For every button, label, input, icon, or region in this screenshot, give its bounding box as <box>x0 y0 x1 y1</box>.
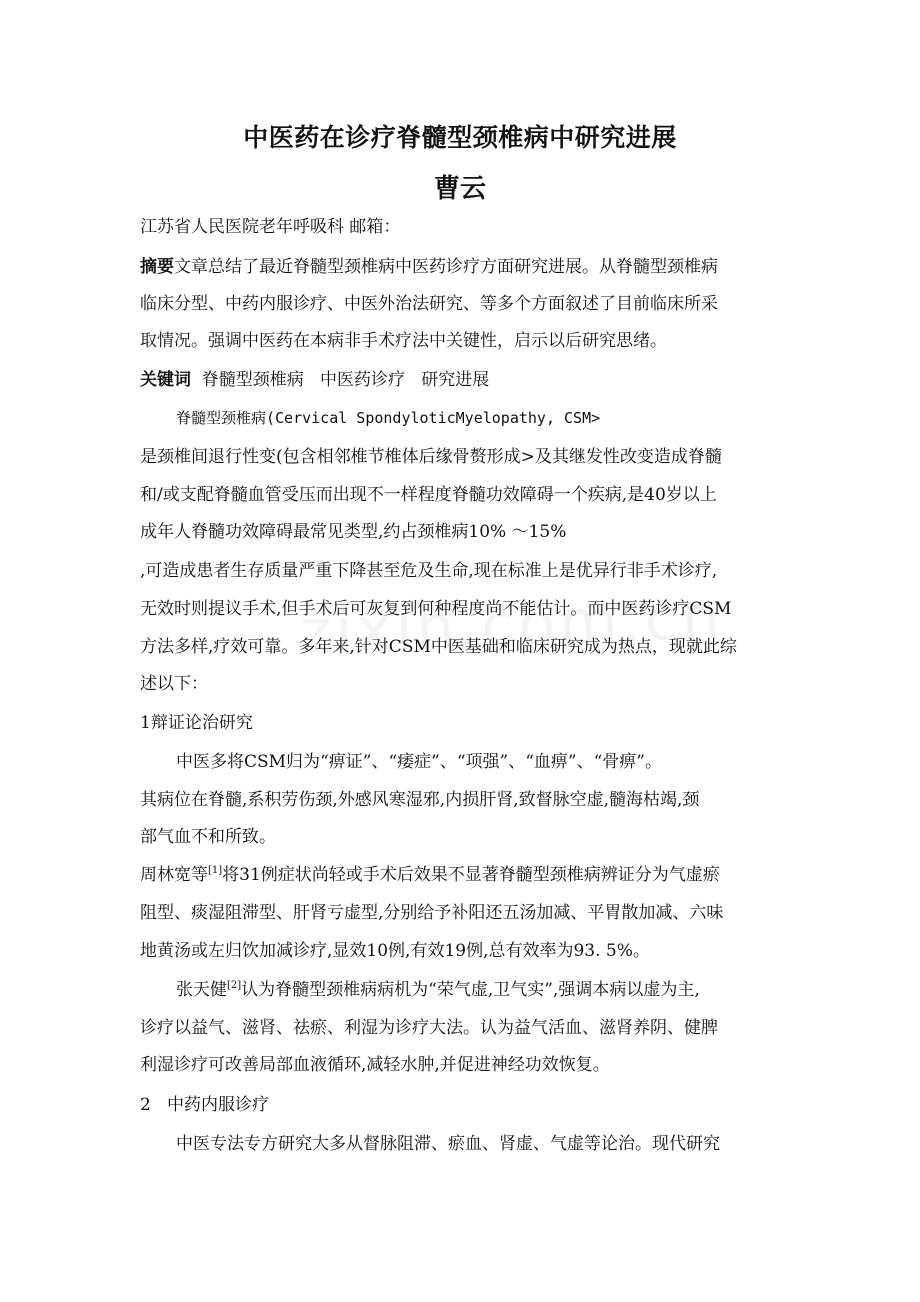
reference-marker: [2] <box>227 980 242 991</box>
intro-line-5: ,可造成患者生存质量严重下降甚至危及生命,现在标准上是优异行非手术诊疗, <box>140 561 718 581</box>
section-1-p3-line-3: 利湿诊疗可改善局部血液循环,减轻水肿,并促进神经功效恢复。 <box>140 1055 610 1075</box>
citation-text: 将31例症状尚轻或手术后效果不显著脊髓型颈椎病辨证分为气虚瘀 <box>222 865 720 885</box>
intro-line-2: 是颈椎间退行性变(包含相邻椎节椎体后缘骨赘形成>及其继发性改变造成脊髓 <box>140 447 722 467</box>
intro-line-7: 方法多样,疗效可靠。多年来,针对CSM中医基础和临床研究成为热点，现就此综 <box>140 637 737 657</box>
keywords-label: 关键词 <box>140 370 191 390</box>
section-1-heading: 1辩证论治研究 <box>140 713 253 733</box>
section-1-p1-line-3: 部气血不和所致。 <box>140 827 276 847</box>
intro-line-3: 和/或支配脊髓血管受压而出现不一样程度脊髓功效障碍一个疾病,是40岁以上 <box>140 485 717 505</box>
abstract-line-2: 临床分型、中药内服诊疗、中医外治法研究、等多个方面叙述了目前临床所采 <box>140 294 718 314</box>
abstract-line-3: 取情况。强调中医药在本病非手术疗法中关键性，启示以后研究思绪。 <box>140 331 667 351</box>
section-1-p3-line-2: 诊疗以益气、滋肾、祛瘀、利湿为诊疗大法。认为益气活血、滋肾养阴、健脾 <box>140 1018 718 1038</box>
keywords-line <box>140 369 489 391</box>
document-title: 中医药在诊疗脊髓型颈椎病中研究进展 <box>243 123 677 152</box>
author-name: 曹云 <box>433 174 486 204</box>
intro-line-1: 脊髓型颈椎病(Cervical SpondyloticMyelopathy, CSM> <box>176 409 601 427</box>
section-1-p1-line-1: 中医多将CSM归为“痹证”、“痿症”、“项强”、“血痹”、“骨痹”。 <box>176 752 662 772</box>
section-2-p1-line-1: 中医专法专方研究大多从督脉阻滞、瘀血、肾虚、气虚等论治。现代研究 <box>176 1134 720 1154</box>
affiliation: 江苏省人民医院老年呼吸科 邮箱： <box>140 217 401 237</box>
reference-marker: [1] <box>208 865 223 876</box>
section-1-p3-line-1 <box>176 979 700 1001</box>
section-1-p2-line-2: 阻型、痰湿阻滞型、肝肾亏虚型,分别给予补阳还五汤加减、平胃散加减、六味 <box>140 903 724 923</box>
section-1-p1-line-2: 其病位在脊髓,系积劳伤颈,外感风寒湿邪,内损肝肾,致督脉空虚,髓海枯竭,颈 <box>140 790 700 810</box>
section-2-heading: 2 中药内服诊疗 <box>140 1095 270 1115</box>
abstract-label: 摘要 <box>140 257 174 277</box>
citation-text: 认为脊髓型颈椎病病机为“荣气虚,卫气实”,强调本病以虚为主, <box>241 980 700 1000</box>
intro-line-6: 无效时则提议手术,但手术后可灰复到何种程度尚不能估计。而中医药诊疗CSM <box>140 599 732 619</box>
intro-line-4: 成年人脊髓功效障碍最常见类型,约占颈椎病10% ～15% <box>140 522 567 542</box>
keywords-text: 脊髓型颈椎病 中医药诊疗 研究进展 <box>191 370 490 390</box>
abstract-text: 文章总结了最近脊髓型颈椎病中医药诊疗方面研究进展。从脊髓型颈椎病 <box>174 257 718 277</box>
section-1-p2-line-3: 地黄汤或左归饮加减诊疗,显效10例,有效19例,总有效率为93. 5%。 <box>140 941 650 961</box>
section-1-p2-line-1 <box>140 864 720 886</box>
intro-line-8: 述以下： <box>140 674 208 694</box>
citation-author: 周林宽等 <box>140 865 208 885</box>
citation-author: 张天健 <box>176 980 227 1000</box>
abstract-line-1 <box>140 256 718 278</box>
